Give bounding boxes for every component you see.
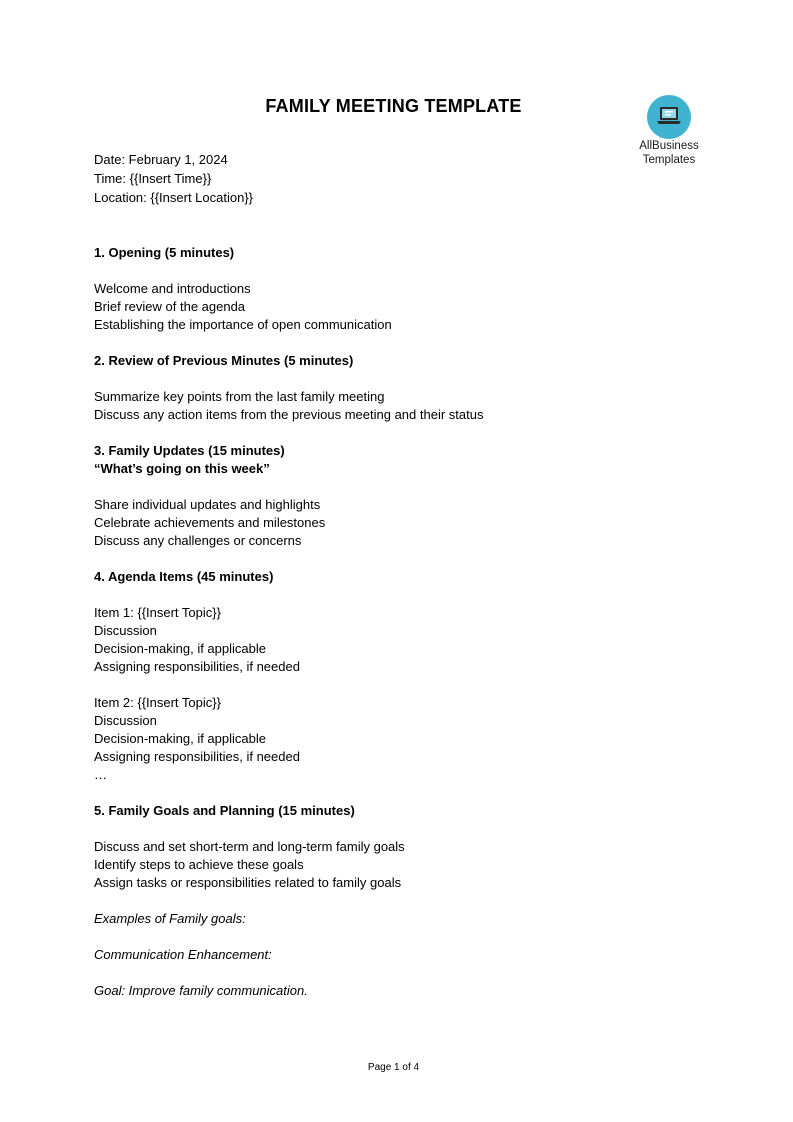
list-item: Discussion bbox=[94, 713, 157, 728]
meta-time: Time: {{Insert Time}} bbox=[94, 171, 212, 186]
example-title: Communication Enhancement: bbox=[94, 947, 272, 962]
logo-text-line1: AllBusiness bbox=[639, 140, 699, 152]
section-heading-review: 2. Review of Previous Minutes (5 minutes) bbox=[94, 353, 354, 368]
list-item: Assigning responsibilities, if needed bbox=[94, 659, 300, 674]
meta-date: Date: February 1, 2024 bbox=[94, 152, 228, 167]
section-heading-updates: 3. Family Updates (15 minutes) bbox=[94, 443, 285, 458]
document-title: FAMILY MEETING TEMPLATE bbox=[265, 96, 522, 116]
laptop-icon bbox=[647, 95, 691, 139]
list-item: Celebrate achievements and milestones bbox=[94, 515, 326, 530]
section-heading-goals: 5. Family Goals and Planning (15 minutes) bbox=[94, 803, 355, 818]
logo-text-line2: Templates bbox=[642, 154, 696, 166]
list-item: Welcome and introductions bbox=[94, 281, 251, 296]
list-item: Decision-making, if applicable bbox=[94, 731, 266, 746]
list-item: Establishing the importance of open communication bbox=[94, 317, 392, 332]
list-item: Summarize key points from the last family meeting bbox=[94, 389, 385, 404]
list-item: Item 2: {{Insert Topic}} bbox=[94, 695, 221, 710]
list-item: Decision-making, if applicable bbox=[94, 641, 266, 656]
list-item: Discuss and set short-term and long-term family goals bbox=[94, 839, 405, 854]
ellipsis: … bbox=[94, 767, 107, 782]
document-body bbox=[94, 151, 734, 1000]
section-heading-opening: 1. Opening (5 minutes) bbox=[94, 245, 235, 260]
list-item: Share individual updates and highlights bbox=[94, 497, 321, 512]
meta-location: Location: {{Insert Location}} bbox=[94, 190, 254, 205]
list-item: Assigning responsibilities, if needed bbox=[94, 749, 300, 764]
list-item: Discussion bbox=[94, 623, 157, 638]
list-item: Item 1: {{Insert Topic}} bbox=[94, 605, 221, 620]
examples-label: Examples of Family goals: bbox=[94, 911, 246, 926]
example-goal: Goal: Improve family communication. bbox=[94, 983, 308, 998]
list-item: Brief review of the agenda bbox=[94, 299, 246, 314]
section-subheading-updates: “What’s going on this week” bbox=[94, 461, 270, 476]
page-number: Page 1 of 4 bbox=[367, 1062, 420, 1073]
list-item: Discuss any action items from the previous meeting and their status bbox=[94, 407, 484, 422]
list-item: Identify steps to achieve these goals bbox=[94, 857, 304, 872]
section-heading-agenda: 4. Agenda Items (45 minutes) bbox=[94, 569, 274, 584]
list-item: Discuss any challenges or concerns bbox=[94, 533, 302, 548]
list-item: Assign tasks or responsibilities related to family goals bbox=[94, 875, 402, 890]
